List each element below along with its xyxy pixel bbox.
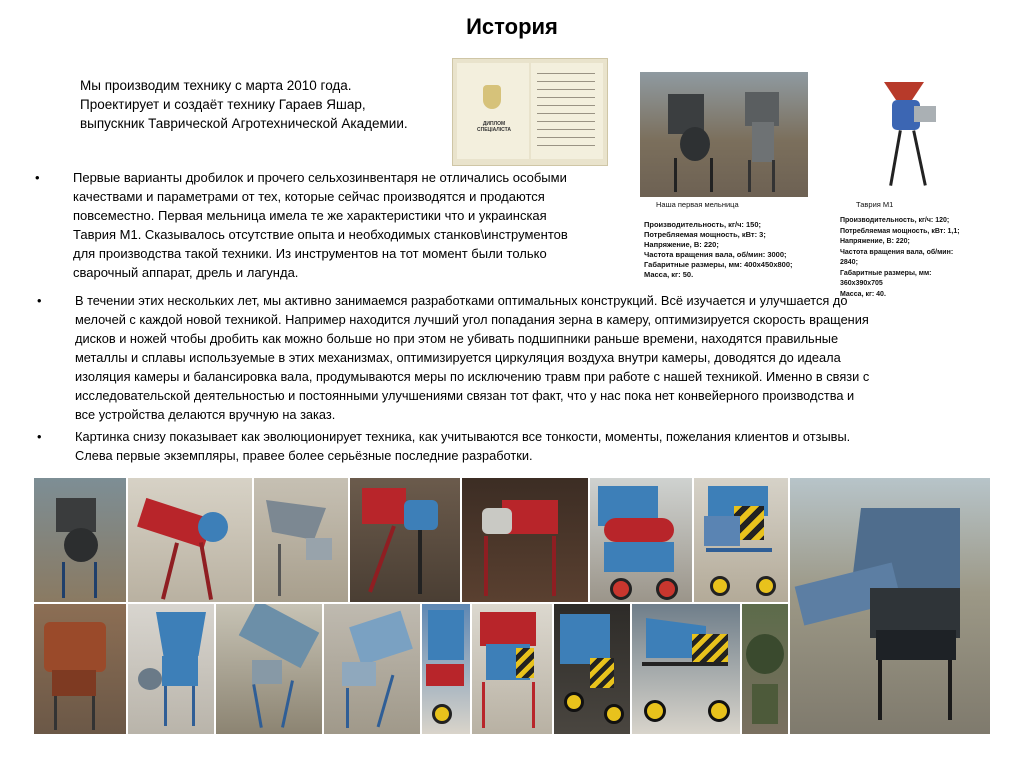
machine-photo (554, 604, 630, 734)
bullet-icon: • (37, 429, 42, 444)
machine-photo (694, 478, 788, 602)
machine-photo (216, 604, 322, 734)
spec-line: Производительность, кг/ч: 150; (644, 220, 762, 229)
spec-line: Частота вращения вала, об/мин: 2840; (840, 248, 954, 266)
spec-line: Частота вращения вала, об/мин: 3000; (644, 250, 787, 259)
bullet-line: изоляция камеры и балансировка вала, продумываются меры по исключению травм при работе с нашей техникой. Именно в связи с (75, 369, 870, 384)
bullet-development (37, 291, 1005, 424)
spec-line: Напряжение, В: 220; (644, 240, 719, 249)
tavria-specs (840, 216, 972, 300)
bullet-line: повсеместно. Первая мельница имела те же характеристики что и украинская (73, 208, 547, 223)
machine-photo (742, 604, 788, 734)
machine-photo (324, 604, 420, 734)
bullet-line: Первые варианты дробилок и прочего сельхозинвентаря не отличались особыми (73, 170, 567, 185)
machine-photo (128, 478, 252, 602)
first-mill-photo (640, 72, 808, 197)
machine-evolution-gallery (34, 478, 990, 734)
tavria-caption: Таврия М1 (856, 200, 894, 209)
intro-line: выпускник Таврической Агротехнической Академии. (80, 116, 408, 131)
bullet-line: металлы и сплавы используемые в этих механизмах, оптимизируется циркуляция воздуха внутри камеры, доводятся до идеала (75, 350, 841, 365)
intro-line: Проектирует и создаёт технику Гараев Яшар, (80, 97, 366, 112)
machine-photo (462, 478, 588, 602)
spec-comparison-image (638, 72, 972, 298)
bullet-line: качествами и параметрами от тех, которые сейчас производятся и продаются (73, 189, 545, 204)
bullet-line: Таврия М1. Сказывалось отсутствие опыта и необходимых станков\инструментов (73, 227, 568, 242)
bullet-line: мелочей с каждой новой техникой. Например находится лучший угол попадания зерна в камеру, оптимизируется скорость вращения (75, 312, 869, 327)
bullet-first-models (35, 168, 629, 282)
spec-line: Производительность, кг/ч: 120; (840, 217, 950, 224)
machine-photo (632, 604, 740, 734)
machine-photo (350, 478, 460, 602)
machine-photo (254, 478, 348, 602)
bullet-line: Слева первые экземпляры, правее более серьёзные последние разработки. (75, 448, 533, 463)
bullet-icon: • (37, 293, 42, 308)
spec-line: Потребляемая мощность, кВт: 1,1; (840, 227, 960, 235)
intro-line: Мы производим технику с марта 2010 года. (80, 78, 352, 93)
bullet-line: сварочный аппарат, дрель и лагунда. (73, 265, 299, 280)
bullet-line: дисков и ножей чтобы дробить как можно больше но при этом не убивать подшипники раньше времени, находятся правильные (75, 331, 839, 346)
page-title: История (466, 14, 558, 39)
bullet-line: все устройства делаются вручную на заказ. (75, 407, 336, 422)
diploma-label: ДИПЛОМ СПЕЦІАЛІСТА (477, 121, 511, 133)
machine-photo (128, 604, 214, 734)
first-mill-specs (644, 220, 840, 280)
bullet-line: Картинка снизу показывает как эволюционирует техника, как учитываются все тонкости, моменты, пожелания клиентов и отзывы. (75, 429, 851, 444)
machine-photo (790, 478, 990, 734)
machine-photo (34, 604, 126, 734)
bullet-line: В течении этих нескольких лет, мы активно занимаемся разработками оптимальных конструкций. Всё изучается и улучшается до (75, 293, 848, 308)
diploma-image (452, 58, 608, 166)
spec-line: Потребляемая мощность, кВт: 3; (644, 230, 766, 239)
spec-line: Габаритные размеры, мм: 400x450x800; (644, 260, 793, 269)
machine-photo (422, 604, 470, 734)
spec-line: Габаритные размеры, мм: 360x390x705 (840, 269, 932, 287)
spec-line: Масса, кг: 50. (644, 270, 694, 279)
machine-photo (590, 478, 692, 602)
first-mill-caption: Наша первая мельница (656, 200, 739, 209)
tavria-m1-photo (848, 74, 970, 196)
trident-icon (483, 85, 501, 109)
machine-photo (472, 604, 552, 734)
bullet-icon: • (35, 170, 40, 185)
intro-text (80, 76, 440, 133)
spec-line: Масса, кг: 40. (840, 290, 886, 298)
bullet-line: для производства такой техники. Из инструментов на тот момент были только (73, 246, 547, 261)
bullet-evolution (37, 427, 1005, 465)
bullet-line: исследовательской деятельностью и постоянными улучшениями связан тот факт, что у нас пока нет конвейерного производства и (75, 388, 855, 403)
machine-photo (34, 478, 126, 602)
spec-line: Напряжение, В: 220; (840, 238, 910, 245)
